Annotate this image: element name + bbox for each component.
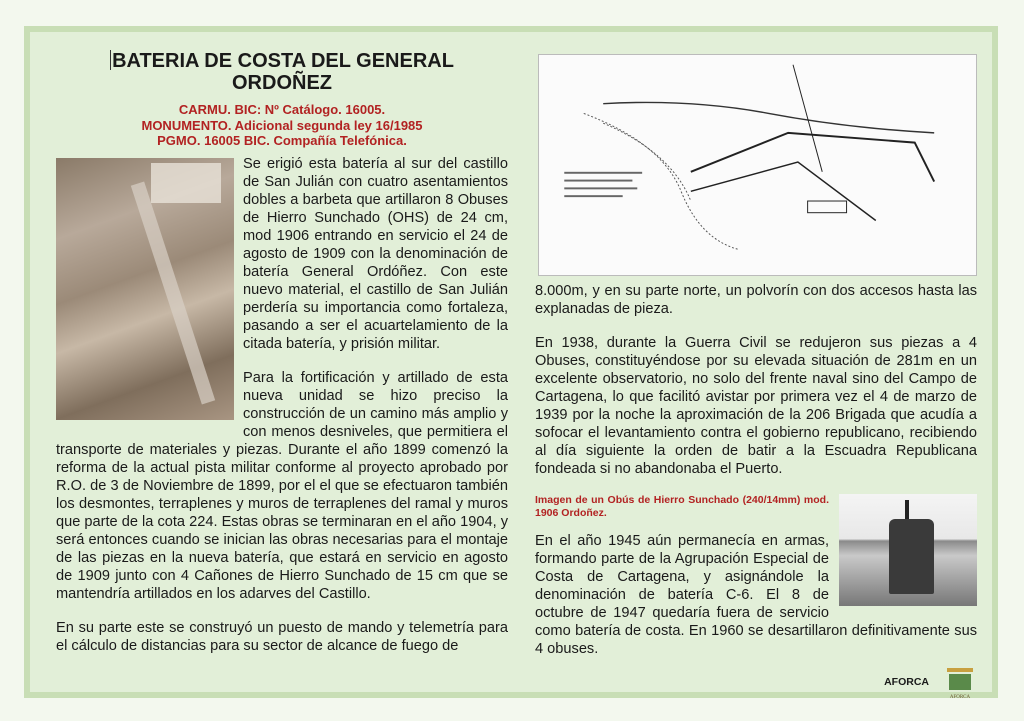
poster-panel [30,32,992,700]
svg-text:AFORCA: AFORCA [949,695,971,700]
howitzer-photo [839,494,977,606]
footer [535,664,977,700]
brand-label: AFORCA [884,676,929,688]
battery-plan-drawing [538,54,977,276]
heritage-line: CARMU. BIC: Nº Catálogo. 16005. [178,102,386,117]
aforca-logo [943,664,977,700]
paragraph: Se erigió esta batería al sur del castillo de San Julián con cuatro asentamientos dobles a barbeta que artillaron 8 Obuses de Hierro Sunchado (OHS) de 24 cm, mod 1906 entrando en servicio el 24 de agosto de 1909 con la denominación de batería General Ordóñez. Con este nuevo material, el castillo de San Julián perdería su importancia como fortaleza, pasando a ser el acuartelamiento de la citada batería, y prisión militar. [243,155,508,352]
paragraph: 8.000m, y en su parte norte, un polvorín con dos accesos hasta las explanadas de pieza. [535,283,977,317]
left-column [56,50,508,671]
title-line-1: BATERIA DE COSTA DEL GENERAL [112,50,454,72]
paragraph: En su parte este se construyó un puesto de mando y telemetría para el cálculo de distancias para su sector de alcance de fuego de [56,619,508,654]
heritage-line: MONUMENTO. Adicional segunda ley 16/1985 [141,117,423,133]
heritage-info [56,102,508,149]
paragraph: En el año 1945 aún permanecía en armas, formando parte de la Agrupación Especial de Costa de Cartagena, y asignándole la denominación de batería C-6. El 8 de octubre de 1947 quedaría fuera de servicio como batería de costa. En 1960 se desartillaron definitivamente sus 4 obuses. [535,533,977,657]
heritage-line: PGMO. 16005 BIC. Compañía Telefónica. [157,133,407,148]
paragraph: En 1938, durante la Guerra Civil se redujeron sus piezas a 4 Obuses, constituyéndose por su elevada situación de 281m en un excelente observatorio, no solo del frente naval sino del Campo de Cartagena, lo que facilitó avistar por primera vez el 4 de marzo de 1939 por la noche la aproximación de la 206 Brigada que acudía a sofocar el levantamiento contra el gobierno republicano, recibiendo al día siguiente la orden de batir a la Escuadra Republicana fondeada si no abandonaba el Puerto. [535,335,977,477]
image-caption: Imagen de un Obús de Hierro Sunchado (240/14mm) mod. 1906 Ordoñez. [535,494,829,519]
poster-frame [24,26,998,698]
paragraph: Para la fortificación y artillado de esta nueva unidad se hizo preciso la construcción de un camino más amplio y con menos desniveles, que permitiera el transporte de materiales y piezas. Durante el año 1899 comenzó la reforma de la actual pista militar conforme al proyecto aprobado por R.O. de 3 de Noviembre de 1899, por el el que se efectuaron también los desmontes, terraplenes y muros de terraplenes del ramal y muros que parte de la cota 224. Estas obras se terminaran en el año 1904, y será entonces cuando se inician las obras necesarias para el montaje de las piezas en la nueva batería, que estará en servicio en agosto de 1909 junto con 4 Cañones de Hierro Sunchado de 15 cm que se mantendría artillados en los adarves del Castillo. [56,369,508,602]
aerial-photo [56,158,234,420]
right-column [535,46,977,700]
plan-sketch [539,55,976,275]
text-cursor [110,50,111,70]
title-line-2: ORDOÑEZ [232,72,332,94]
page-title [56,50,508,94]
